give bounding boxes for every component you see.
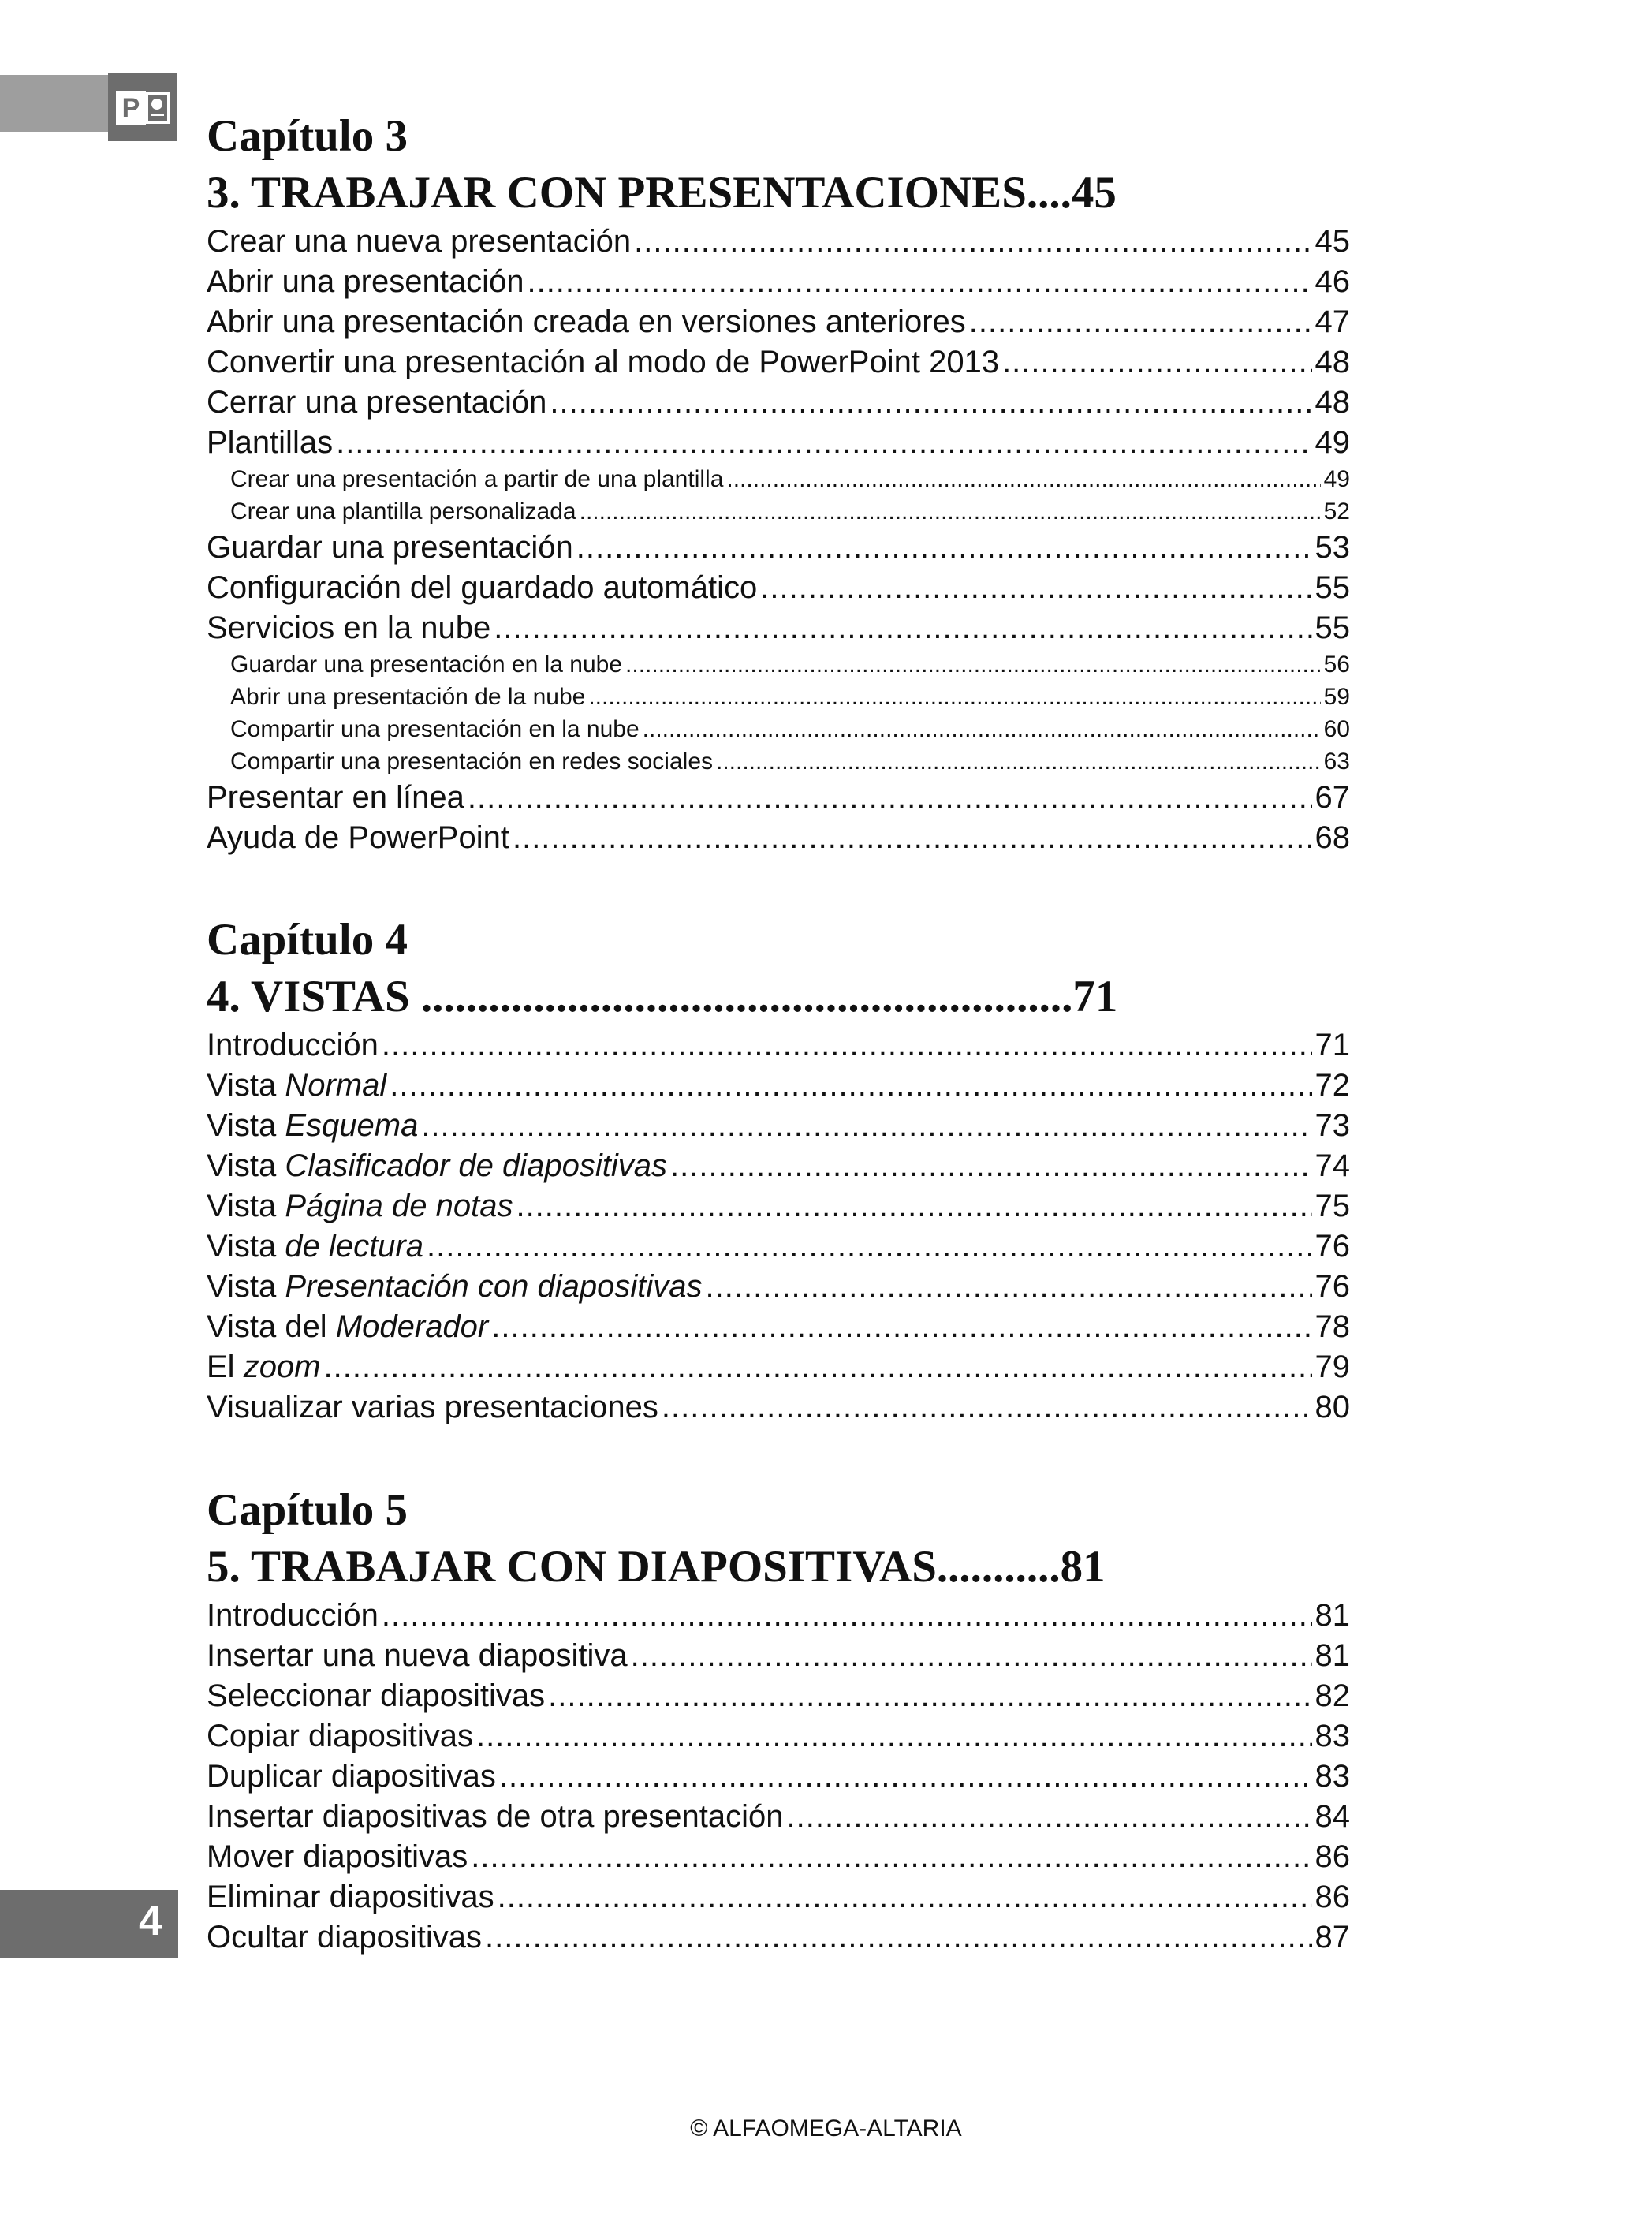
chapter-heading: 3. TRABAJAR CON PRESENTACIONES....45 [207, 168, 1117, 218]
entry-page: 56 [1323, 652, 1350, 678]
entry-title [207, 1347, 321, 1387]
entry-title-prefix: Vista [207, 1148, 285, 1183]
entry-title-italic: Normal [285, 1068, 387, 1103]
entry-page: 80 [1315, 1390, 1350, 1424]
entry-title-prefix: El [207, 1350, 244, 1384]
dot-leader [670, 1146, 1311, 1186]
toc-entry [207, 1387, 1350, 1428]
entry-title: Crear una presentación a partir de una plantilla [230, 466, 724, 492]
toc-subentry [207, 745, 1350, 778]
entry-title [207, 1227, 423, 1267]
entry-title-italic: Esquema [285, 1108, 419, 1143]
toc-entry [207, 262, 1350, 302]
entry-title: Crear una plantilla personalizada [230, 498, 576, 525]
toc-entry [207, 568, 1350, 608]
dot-leader [576, 528, 1312, 568]
entry-page: 59 [1323, 684, 1350, 710]
entry-title: Visualizar varias presentaciones [207, 1390, 658, 1424]
footer-copyright: © ALFAOMEGA-ALTARIA [690, 2115, 962, 2141]
entry-page: 71 [1315, 1028, 1350, 1062]
entry-title: Crear una nueva presentación [207, 224, 632, 259]
entry-page: 46 [1315, 264, 1350, 299]
entry-page: 55 [1315, 570, 1350, 605]
entry-page: 52 [1323, 498, 1350, 525]
slide-glyph [146, 92, 170, 124]
toc-entry [207, 383, 1350, 423]
entry-title: Compartir una presentación en la nube [230, 716, 640, 742]
entry-page: 55 [1315, 610, 1350, 645]
entry-page: 78 [1315, 1309, 1350, 1344]
dot-leader [1002, 342, 1311, 383]
chapter-heading: 4. VISTAS ..........................................................71 [207, 972, 1118, 1021]
entry-title: Ayuda de PowerPoint [207, 820, 509, 855]
entry-page: 86 [1315, 1880, 1350, 1914]
chapter-label: Capítulo 5 [207, 1485, 408, 1535]
dot-leader [382, 1025, 1312, 1066]
entry-title: Compartir una presentación en redes sociales [230, 749, 713, 775]
dot-leader [390, 1066, 1311, 1106]
entry-title: Seleccionar diapositivas [207, 1678, 546, 1713]
dot-leader [468, 778, 1312, 818]
toc-list [207, 1025, 1350, 1428]
toc-entry [207, 1676, 1350, 1716]
dot-leader [527, 262, 1311, 302]
dot-leader [643, 713, 1321, 745]
toc-entry [207, 1186, 1350, 1227]
page-number: 4 [138, 1897, 162, 1944]
entry-page: 76 [1315, 1229, 1350, 1264]
dot-leader [760, 568, 1311, 608]
toc-entry [207, 302, 1350, 342]
entry-page: 63 [1323, 749, 1350, 775]
dot-leader [382, 1596, 1312, 1636]
dot-leader [550, 383, 1311, 423]
dot-leader [548, 1676, 1311, 1716]
header-tab [0, 75, 110, 132]
entry-page: 79 [1315, 1350, 1350, 1384]
dot-leader [427, 1227, 1312, 1267]
entry-page: 83 [1315, 1719, 1350, 1753]
toc-list [207, 222, 1350, 858]
dot-leader [631, 1636, 1312, 1676]
entry-page: 84 [1315, 1799, 1350, 1834]
entry-title: Presentar en línea [207, 780, 464, 815]
dot-leader [485, 1917, 1311, 1958]
toc-entry [207, 1636, 1350, 1676]
entry-page: 53 [1315, 530, 1350, 565]
toc-subentry [207, 495, 1350, 528]
dot-leader [787, 1797, 1312, 1837]
entry-title [207, 1146, 667, 1186]
toc-entry [207, 778, 1350, 818]
toc-entry [207, 1716, 1350, 1757]
entry-page: 72 [1315, 1068, 1350, 1103]
entry-title [207, 1186, 513, 1227]
entry-title-italic: Clasificador de diapositivas [285, 1148, 668, 1183]
entry-title-prefix: Vista [207, 1269, 285, 1304]
toc-entry [207, 1757, 1350, 1797]
toc-subentry [207, 648, 1350, 681]
entry-page: 83 [1315, 1759, 1350, 1794]
chapter-3-section [207, 108, 1350, 858]
entry-page: 68 [1315, 820, 1350, 855]
dot-leader [491, 1307, 1311, 1347]
entry-title-prefix: Vista [207, 1189, 285, 1223]
entry-title-italic: zoom [243, 1350, 321, 1384]
dot-leader [476, 1716, 1312, 1757]
entry-title-prefix: Vista del [207, 1309, 336, 1344]
toc-subentry [207, 681, 1350, 713]
entry-page: 49 [1323, 466, 1350, 492]
toc-entry [207, 423, 1350, 463]
entry-title: Insertar una nueva diapositiva [207, 1638, 628, 1673]
toc-entry [207, 818, 1350, 858]
dot-leader [662, 1387, 1312, 1428]
page-number-tab [0, 1890, 178, 1958]
toc-list [207, 1596, 1350, 1958]
toc-entry [207, 1837, 1350, 1877]
dot-leader [969, 302, 1312, 342]
powerpoint-icon [108, 73, 177, 141]
dot-leader [336, 423, 1311, 463]
toc-entry [207, 1106, 1350, 1146]
entry-page: 60 [1323, 716, 1350, 742]
toc-entry [207, 1797, 1350, 1837]
entry-title: Servicios en la nube [207, 610, 491, 645]
toc-entry [207, 1596, 1350, 1636]
entry-page: 49 [1315, 425, 1350, 460]
toc-entry [207, 1146, 1350, 1186]
toc-entry [207, 342, 1350, 383]
entry-page: 48 [1315, 345, 1350, 379]
entry-page: 48 [1315, 385, 1350, 420]
chapter-heading: 5. TRABAJAR CON DIAPOSITIVAS...........81 [207, 1542, 1106, 1592]
entry-page: 81 [1315, 1638, 1350, 1673]
entry-title: Duplicar diapositivas [207, 1759, 496, 1794]
entry-page: 75 [1315, 1189, 1350, 1223]
dot-leader [471, 1837, 1311, 1877]
entry-title: Insertar diapositivas de otra presentación [207, 1799, 784, 1834]
toc-entry [207, 222, 1350, 262]
toc-entry [207, 1267, 1350, 1307]
entry-title [207, 1106, 418, 1146]
entry-page: 86 [1315, 1839, 1350, 1874]
dot-leader [324, 1347, 1312, 1387]
dot-leader [513, 818, 1312, 858]
entry-title [207, 1066, 386, 1106]
toc-subentry [207, 463, 1350, 495]
entry-title: Introducción [207, 1028, 379, 1062]
entry-title: Mover diapositivas [207, 1839, 468, 1874]
entry-title [207, 1307, 488, 1347]
entry-page: 47 [1315, 304, 1350, 339]
entry-title: Abrir una presentación [207, 264, 524, 299]
chapter-5-section [207, 1482, 1350, 1958]
entry-title-italic: Presentación con diapositivas [285, 1269, 703, 1304]
entry-title: Cerrar una presentación [207, 385, 547, 420]
toc-subentry [207, 713, 1350, 745]
dot-leader [716, 745, 1321, 778]
entry-page: 82 [1315, 1678, 1350, 1713]
toc-entry [207, 1227, 1350, 1267]
entry-title: Ocultar diapositivas [207, 1920, 483, 1955]
entry-page: 74 [1315, 1148, 1350, 1183]
entry-title-italic: Moderador [335, 1309, 489, 1344]
entry-title: Convertir una presentación al modo de PowerPoint 2013 [207, 345, 1000, 379]
chapter-label: Capítulo 4 [207, 915, 408, 965]
entry-title: Eliminar diapositivas [207, 1880, 494, 1914]
toc-entry [207, 1917, 1350, 1958]
dot-leader [726, 463, 1320, 495]
entry-page: 76 [1315, 1269, 1350, 1304]
dot-leader [588, 681, 1320, 713]
entry-title-italic: de lectura [285, 1229, 423, 1264]
toc-entry [207, 1347, 1350, 1387]
entry-title: Introducción [207, 1598, 379, 1633]
dot-leader [706, 1267, 1312, 1307]
dot-leader [499, 1757, 1312, 1797]
dot-leader [634, 222, 1311, 262]
entry-title: Configuración del guardado automático [207, 570, 758, 605]
dot-leader [498, 1877, 1312, 1917]
entry-page: 45 [1315, 224, 1350, 259]
entry-title [207, 1267, 703, 1307]
entry-title: Plantillas [207, 425, 334, 460]
dot-leader [494, 608, 1311, 648]
toc-entry [207, 608, 1350, 648]
entry-page: 87 [1315, 1920, 1350, 1955]
dot-leader [580, 495, 1321, 528]
chapter-label: Capítulo 3 [207, 111, 408, 161]
entry-title: Abrir una presentación de la nube [230, 684, 586, 710]
dot-leader [625, 648, 1321, 681]
entry-title: Copiar diapositivas [207, 1719, 473, 1753]
entry-title-italic: Página de notas [285, 1189, 513, 1223]
entry-title-prefix: Vista [207, 1229, 285, 1264]
entry-title: Abrir una presentación creada en versiones anteriores [207, 304, 966, 339]
toc-entry [207, 1066, 1350, 1106]
toc-entry [207, 1877, 1350, 1917]
entry-title: Guardar una presentación [207, 530, 573, 565]
logo-letter: P [116, 91, 146, 125]
dot-leader [516, 1186, 1311, 1227]
toc-entry [207, 1307, 1350, 1347]
toc-entry [207, 1025, 1350, 1066]
dot-leader [421, 1106, 1311, 1146]
entry-page: 81 [1315, 1598, 1350, 1633]
entry-title: Guardar una presentación en la nube [230, 652, 623, 678]
chapter-4-section [207, 912, 1350, 1428]
entry-page: 73 [1315, 1108, 1350, 1143]
toc-entry [207, 528, 1350, 568]
entry-page: 67 [1315, 780, 1350, 815]
entry-title-prefix: Vista [207, 1068, 285, 1103]
entry-title-prefix: Vista [207, 1108, 285, 1143]
